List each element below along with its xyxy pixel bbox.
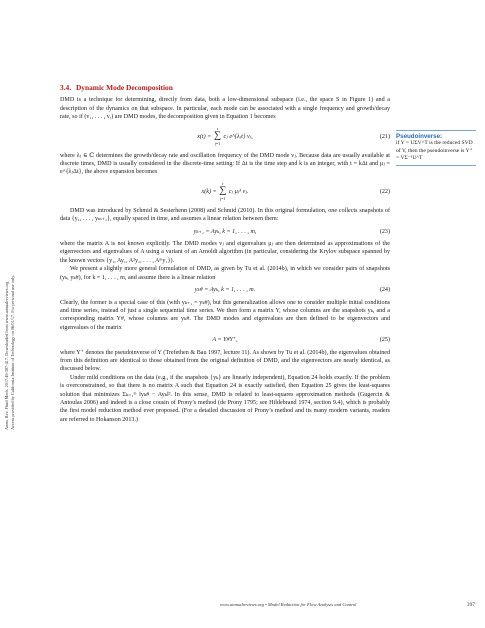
equation-22-lhs: x(k) = bbox=[201, 188, 217, 195]
sum-upper-limit: r bbox=[216, 126, 219, 132]
equation-21-lhs: x(t) = bbox=[197, 133, 212, 140]
equation-number: (21) bbox=[379, 133, 390, 140]
paragraph: where the matrix A is not known explicitly. The DMD modes vⱼ and eigenvalues μⱼ are then determined as approximations of the eigenvectors and eigenvalues of A using a variant of an Arnoldi algorithm (in particular, considering the Krylov subspace spanned by the known vectors {y₁, Ay₁, A²y₁, . . . , Aᵐy₁}). bbox=[60, 241, 390, 264]
sidebar-text: if Y = UΣV^T is the reduced SVD of Y, then the pseudoinverse is Y⁺ = VΣ⁻¹U^T bbox=[396, 140, 473, 161]
section-number: 3.4. bbox=[60, 83, 72, 92]
equation-21-body bbox=[197, 126, 253, 148]
section-heading bbox=[60, 84, 390, 92]
equation-21-rhs: cⱼ e^{λⱼt} vⱼ, bbox=[223, 133, 253, 140]
summation-sign: r ∑ j=1 bbox=[213, 126, 221, 147]
equation-22-body bbox=[202, 181, 249, 203]
paragraph: DMD was introduced by Schmid & Sesterhenn (2008) and Schmid (2010). In this original formulation, one collects snapshots of data {y₁, . . . , yₘ₊₁}, equally spaced in time, and assumes a linear relation between them: bbox=[60, 207, 390, 223]
equation-number: (22) bbox=[379, 188, 390, 195]
margin-note-line2: Access provided by California Institute of Technology on 06/01/17. For personal use only. bbox=[10, 274, 15, 430]
equation-24-body: yₖ# = Ayₖ, k = 1, . . . , m. bbox=[194, 287, 256, 294]
equation-22-rhs: cⱼ μⱼᵏ vⱼ. bbox=[228, 188, 249, 195]
section-title: Dynamic Mode Decomposition bbox=[75, 83, 173, 92]
equation-22 bbox=[60, 181, 390, 203]
paragraph: DMD is a technique for determining, directly from data, both a low-dimensional subspace (i.e., the space S in Figure 1) and a description of the dynamics on that subspace. In particular, each mode can be associated with a single frequency and growth/decay rate, so if (v₁, . . . , vᵣ) are DMD modes, the decomposition given in Equation 1 becomes bbox=[60, 97, 390, 121]
sum-lower-limit: j=1 bbox=[220, 196, 226, 202]
paragraph: Under mild conditions on the data (e.g., if the snapshots {yₖ} are linearly independent), Equation 24 holds exactly. If the problem is overconstrained, so that there is no matrix A such that Equation 24 is exactly satisfied, then Equation 25 gives the least-squares solution that minimizes Σₖ₌₁ᵐ ‖yₖ# − Ayₖ‖². In this sense, DMD is related to least-squares approximation methods (Gugercin & Antoulas 2006) and indeed is a close cousin of Prony’s method (de Prony 1795; see Hildebrand 1974, section 9.4), which is probably the first model reduction method ever proposed. (For a detailed discussion of Prony’s method and its many modern variants, readers are referred to Hokanson 2013.) bbox=[60, 374, 390, 423]
margin-note-text bbox=[4, 275, 16, 430]
equation-23 bbox=[60, 228, 390, 236]
equation-number: (25) bbox=[379, 337, 390, 344]
equation-24 bbox=[60, 286, 390, 294]
sidebar-term: Pseudoinverse: bbox=[396, 133, 443, 140]
equation-number: (24) bbox=[379, 287, 390, 294]
equation-number: (23) bbox=[379, 228, 390, 235]
equation-25-body: A = Y#Y⁺, bbox=[212, 337, 238, 344]
paragraph: where Y⁺ denotes the pseudoinverse of Y (Trefethen & Bau 1997, lecture 11). As shown by Tu et al. (2014b), the eigenvalues obtained from this definition are identical to those obtained from the original definition of DMD, and the eigenvectors are nearly identical, as discussed below. bbox=[60, 349, 390, 373]
margin-note-line1: Annu. Rev. Fluid Mech. 2017.49:387-417. Downloaded from www.annualreviews.org bbox=[4, 281, 9, 430]
margin-note bbox=[4, 200, 26, 430]
summation-sign: r ∑ j=1 bbox=[219, 181, 227, 202]
equation-21 bbox=[60, 126, 390, 148]
page-footer bbox=[220, 602, 475, 607]
footer-text: www.annualreviews.org • Model Reduction for Flow Analysis and Control bbox=[220, 602, 357, 607]
equation-23-body: yₖ₊₁ = Ayₖ, k = 1, . . . , m, bbox=[193, 228, 257, 235]
equation-25 bbox=[60, 336, 390, 344]
sidebar-definition bbox=[396, 130, 476, 166]
sum-upper-limit: r bbox=[222, 181, 224, 187]
paragraph: Clearly, the former is a special case of this (with yₖ₊₁ = yₖ#), but this generalization allows one to consider multiple initial conditions and time series, instead of just a single sequential time series. We then form a matrix Y, whose columns are the snapshots yₖ, and a corresponding matrix Y#, whose columns are yₖ#. The DMD modes and eigenvalues are then defined to be eigenvectors and eigenvalues of the matrix bbox=[60, 299, 390, 331]
sum-lower-limit: j=1 bbox=[214, 141, 221, 147]
main-column bbox=[60, 84, 390, 424]
paragraph: We present a slightly more general formulation of DMD, as given by Tu et al. (2014b), in which we consider pairs of snapshots (yₖ, yₖ#), for k = 1, . . . , m, and assume there is a linear relation bbox=[60, 266, 390, 281]
page-number: 397 bbox=[466, 602, 475, 608]
paragraph: where λⱼ ∈ ℂ determines the growth/decay rate and oscillation frequency of the DMD mode vⱼ. Because data are usually available at discrete times, DMD is usually considered in the discrete-time setting: If Δt is the time step and k is an integer, with t = kΔt and μⱼ = e^{λⱼΔt}, the above expansion becomes bbox=[60, 152, 390, 176]
